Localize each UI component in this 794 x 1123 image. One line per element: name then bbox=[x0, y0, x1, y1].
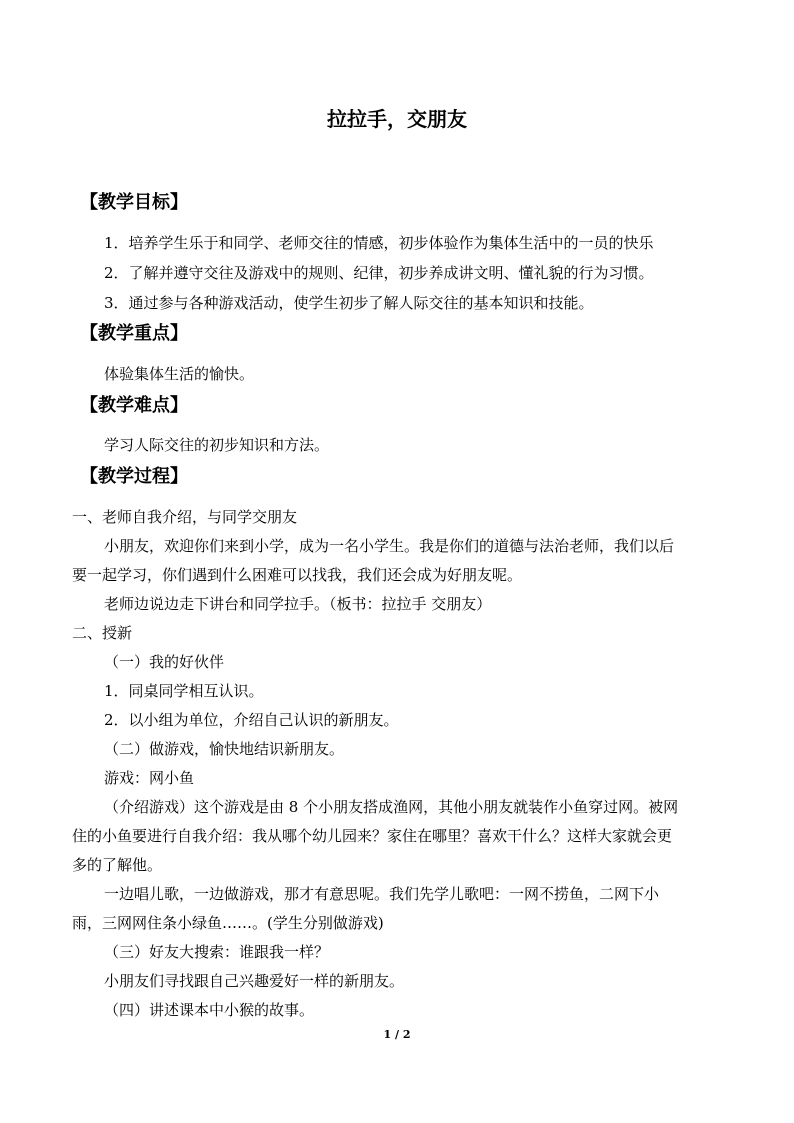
key-points-text: 体验集体生活的愉快。 bbox=[104, 365, 255, 383]
section-heading-process: 【教学过程】 bbox=[80, 466, 188, 487]
process-line: （三）好友大搜索：谁跟我一样？ bbox=[104, 943, 330, 961]
process-line: 小朋友们寻找跟自己兴趣爱好一样的新朋友。 bbox=[104, 972, 405, 990]
goal-item: 2．了解并遵守交往及游戏中的规则、纪律，初步养成讲文明、懂礼貌的行为习惯。 bbox=[104, 264, 654, 282]
process-line: 小朋友，欢迎你们来到小学，成为一名小学生。我是你们的道德与法治老师，我们以后 bbox=[104, 537, 675, 555]
process-line: 1．同桌同学相互认识。 bbox=[104, 682, 264, 700]
process-line: 老师边说边走下讲台和同学拉手。（板书：拉拉手 交朋友） bbox=[104, 595, 492, 613]
process-line: 二、授新 bbox=[72, 624, 133, 642]
section-heading-goals: 【教学目标】 bbox=[80, 192, 188, 213]
process-line: 一、老师自我介绍，与同学交朋友 bbox=[72, 508, 298, 526]
process-line: 多的了解他。 bbox=[72, 856, 163, 874]
process-line: 游戏：网小鱼 bbox=[104, 769, 195, 787]
process-line: （介绍游戏）这个游戏是由 8 个小朋友搭成渔网，其他小朋友就装作小鱼穿过网。被网 bbox=[104, 798, 679, 816]
process-line: 要一起学习，你们遇到什么困难可以找我，我们还会成为好朋友呢。 bbox=[72, 566, 523, 584]
section-heading-difficulties: 【教学难点】 bbox=[80, 395, 188, 416]
process-line: 一边唱儿歌，一边做游戏，那才有意思呢。我们先学儿歌吧：一网不捞鱼，二网下小 bbox=[104, 885, 660, 903]
process-line: 2．以小组为单位，介绍自己认识的新朋友。 bbox=[104, 711, 399, 729]
section-heading-key-points: 【教学重点】 bbox=[80, 323, 188, 344]
process-line: 住的小鱼要进行自我介绍：我从哪个幼儿园来？家住在哪里？喜欢干什么？这样大家就会更 bbox=[72, 827, 673, 845]
process-line: 雨，三网网住条小绿鱼……。(学生分别做游戏) bbox=[72, 914, 384, 932]
process-line: （四）讲述课本中小猴的故事。 bbox=[104, 1001, 315, 1019]
process-line: （二）做游戏，愉快地结识新朋友。 bbox=[104, 740, 345, 758]
page-number: 1 / 2 bbox=[383, 1028, 411, 1041]
document-title: 拉拉手，交朋友 bbox=[327, 107, 467, 131]
process-line: （一）我的好伙伴 bbox=[104, 653, 225, 671]
difficulties-text: 学习人际交往的初步知识和方法。 bbox=[104, 436, 330, 454]
goal-item: 1．培养学生乐于和同学、老师交往的情感，初步体验作为集体生活中的一员的快乐 bbox=[104, 234, 654, 252]
goal-item: 3．通过参与各种游戏活动，使学生初步了解人际交往的基本知识和技能。 bbox=[104, 294, 594, 312]
